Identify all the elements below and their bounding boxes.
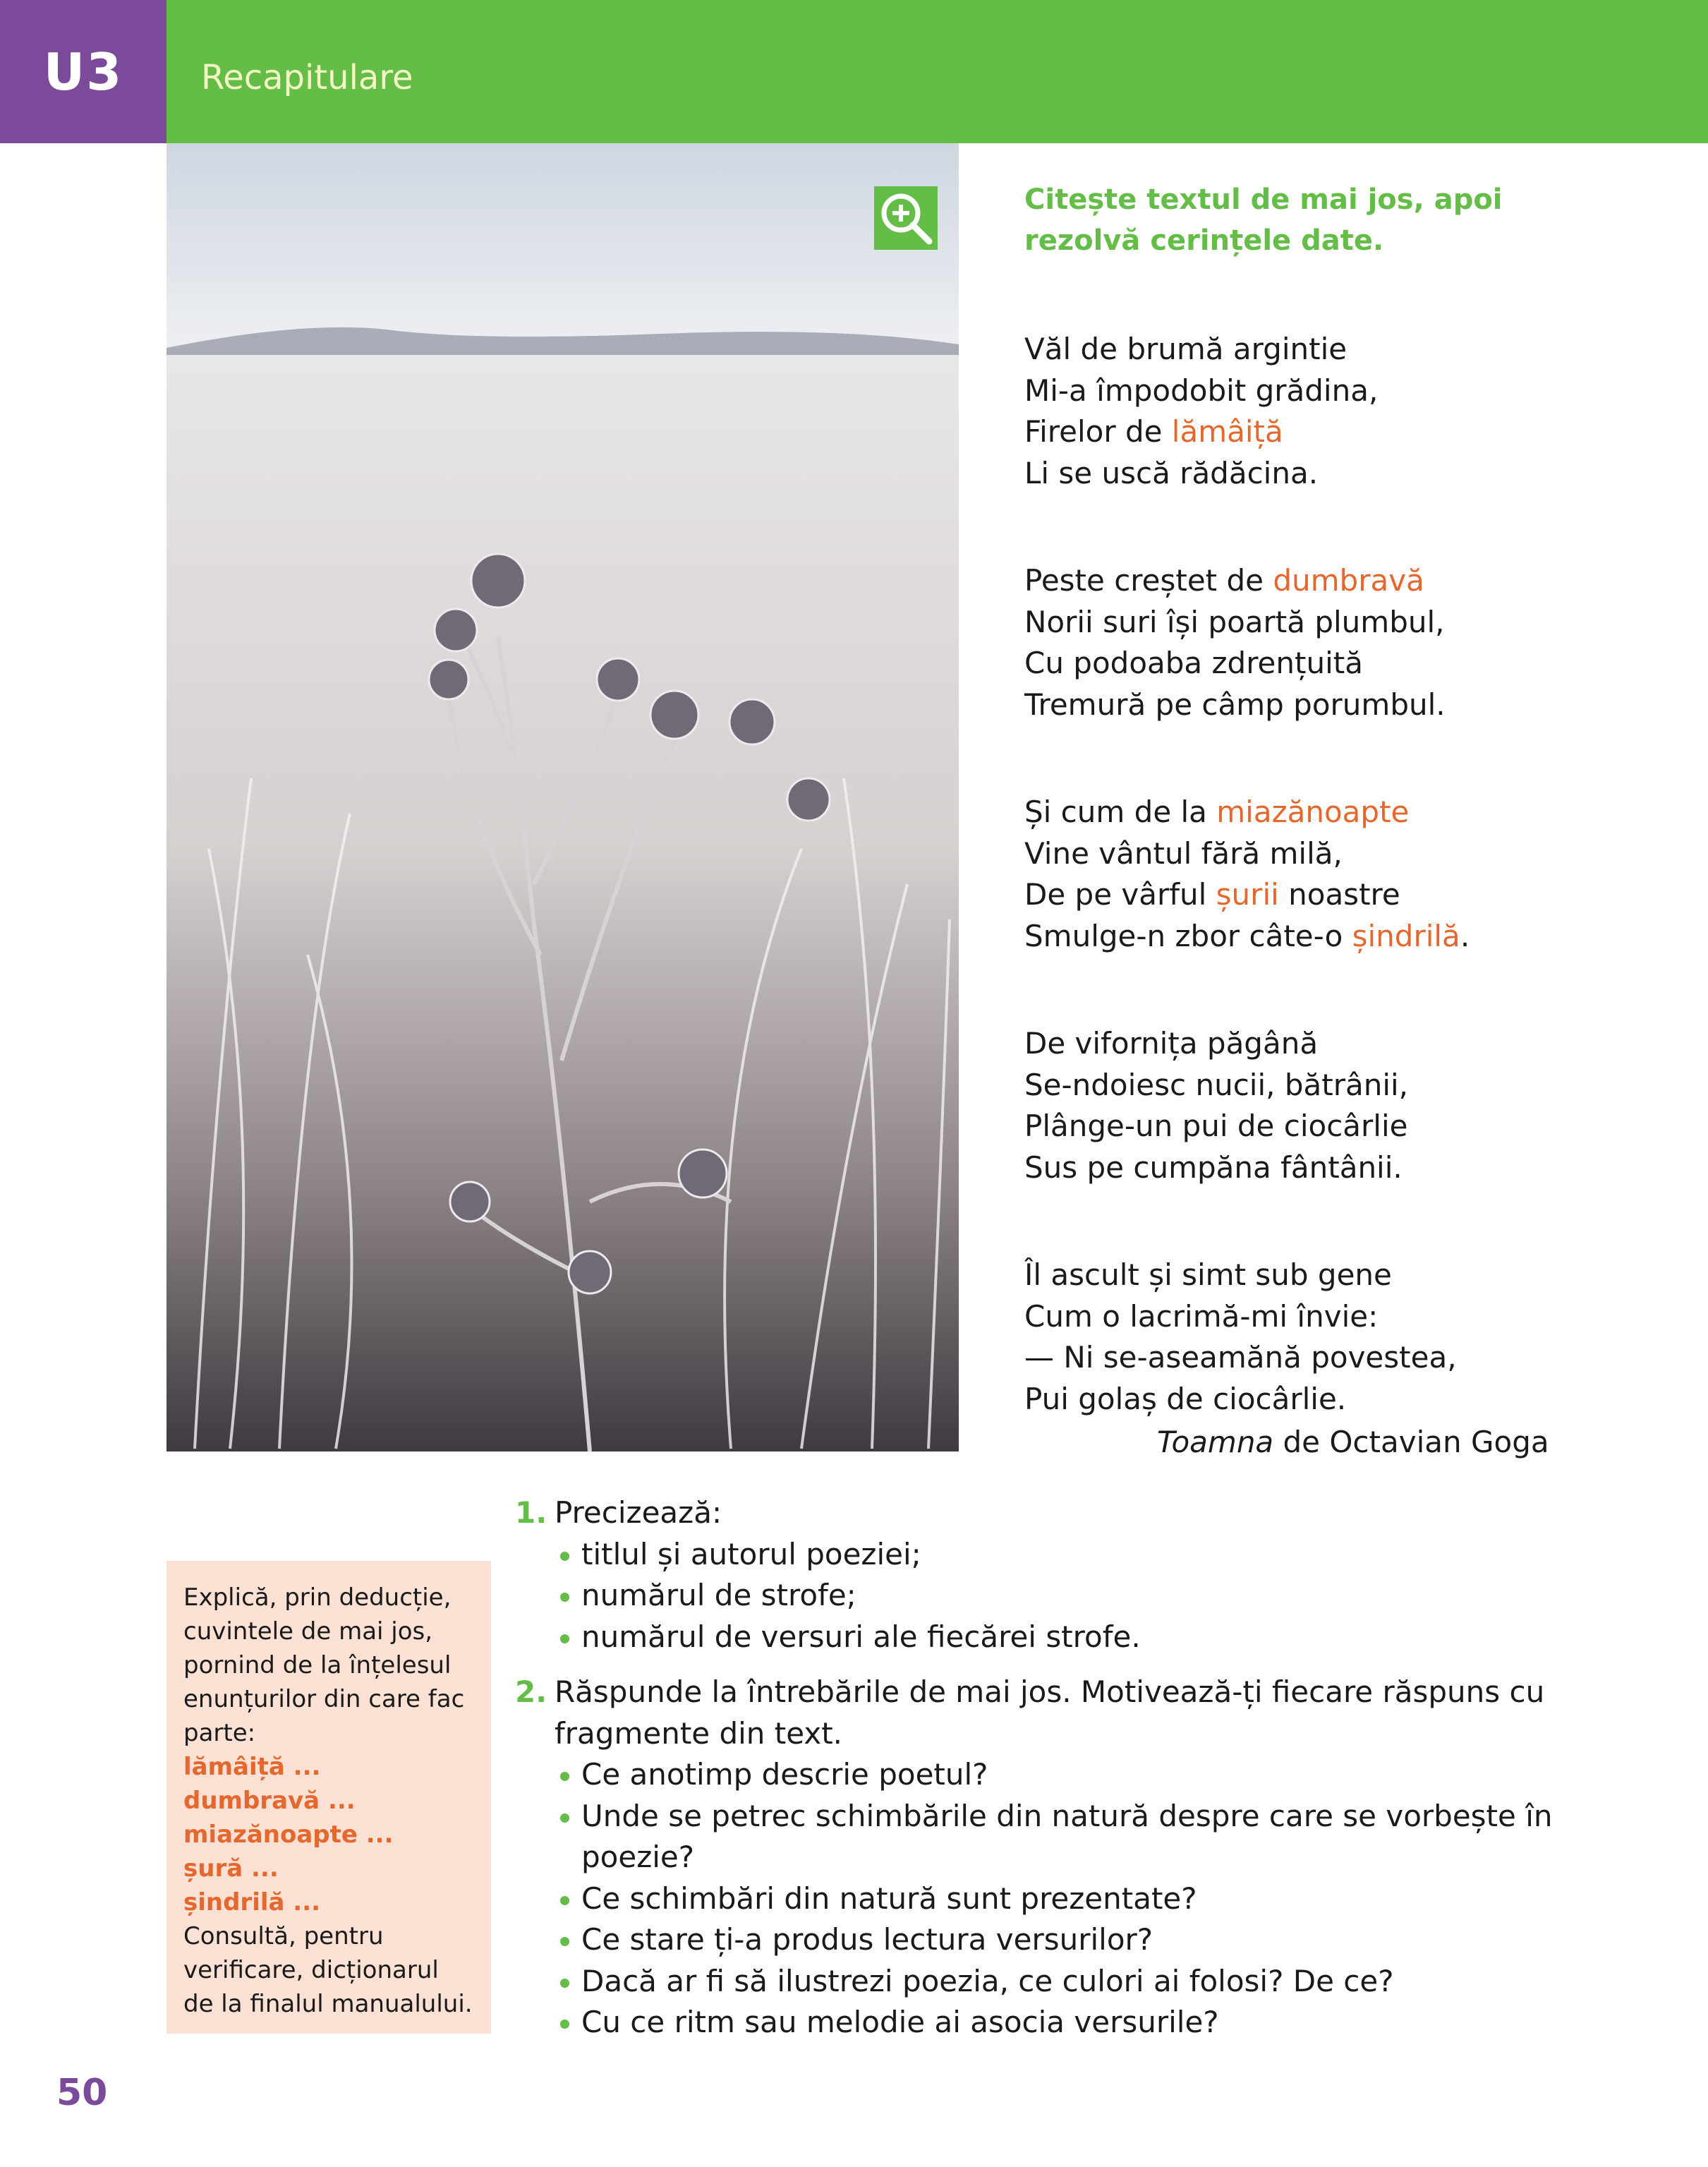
line-text: . (1460, 918, 1470, 953)
poem-line (1024, 370, 1645, 412)
line-text: Cu podoaba zdrențuită (1024, 646, 1363, 680)
vocabulary-word: dumbravă ... (183, 1787, 356, 1815)
poem-line (1024, 792, 1645, 833)
vocabulary-intro: Explică, prin deducție, cuvintele de mai jos, pornind de la înțelesul enunțurilor din care fac parte: (183, 1583, 465, 1747)
line-text: Cum o lacrimă-mi învie: (1024, 1298, 1379, 1334)
poem (1024, 329, 1645, 1486)
bullet-item: Ce anotimp descrie poetul? (555, 1754, 1573, 1796)
vocabulary-words (183, 1750, 473, 1919)
poem-line (1024, 453, 1645, 495)
poem-author: de Octavian Goga (1273, 1425, 1549, 1459)
frosted-thistle-photo (166, 143, 959, 1451)
poem-title: Toamna (1157, 1425, 1274, 1459)
line-text: Mi-a împodobit grădina, (1024, 373, 1379, 408)
exercise-prompt: Răspunde la întrebările de mai jos. Motivează-ți fiecare răspuns cu fragmente din text. (555, 1674, 1545, 1751)
exercise-bullets (555, 1754, 1573, 2044)
line-text: Pui golaș de ciocârlie. (1024, 1381, 1347, 1416)
vocabulary-word: miazănoapte ... (183, 1821, 394, 1849)
highlighted-word: lămâiță (1171, 414, 1283, 449)
bullet-item: numărul de versuri ale fiecărei strofe. (555, 1617, 1573, 1658)
vocabulary-word: șură ... (183, 1854, 279, 1883)
poem-line (1024, 916, 1645, 958)
stanza (1024, 1255, 1645, 1420)
bullet-item: Ce stare ți-a produs lectura versurilor? (555, 1919, 1573, 1961)
poem-line (1024, 684, 1645, 726)
exercise-2 (515, 1672, 1573, 2044)
line-text: noastre (1278, 877, 1400, 912)
poem-line (1024, 329, 1645, 370)
bullet-item: Cu ce ritm sau melodie ai asocia versurile? (555, 2002, 1573, 2044)
line-text: Norii suri își poartă plumbul, (1024, 604, 1445, 639)
poem-line (1024, 560, 1645, 602)
line-text: Tremură pe câmp porumbul. (1024, 687, 1446, 722)
poem-line (1024, 1147, 1645, 1189)
zoom-in-icon[interactable] (874, 186, 938, 250)
poem-line (1024, 833, 1645, 875)
section-title: Recapitulare (201, 58, 413, 97)
unit-label: U3 (43, 42, 123, 102)
poem-line (1024, 1296, 1645, 1338)
line-text: De pe vârful (1024, 877, 1216, 912)
bullet-item: numărul de strofe; (555, 1575, 1573, 1617)
vocabulary-outro: Consultă, pentru verificare, dicționarul de la finalul manualului. (183, 1922, 473, 2018)
poem-line (1024, 411, 1645, 453)
line-text: Li se uscă rădăcina. (1024, 455, 1319, 490)
vocabulary-box (166, 1561, 491, 2034)
reading-instruction: Citește textul de mai jos, apoi rezolvă cerințele date. (1024, 183, 1503, 257)
poem-attribution (1157, 1422, 1549, 1463)
stanza (1024, 792, 1645, 957)
vocabulary-word: șindrilă ... (183, 1888, 321, 1917)
page-number: 50 (56, 2072, 108, 2114)
exercise-number: 1. (515, 1495, 547, 1530)
line-text: Plânge-un pui de ciocârlie (1024, 1109, 1408, 1143)
line-text: — Ni se-aseamănă povestea, (1024, 1340, 1457, 1375)
poem-line (1024, 1065, 1645, 1106)
line-text: De vifornița păgână (1024, 1026, 1319, 1061)
poem-line (1024, 874, 1645, 916)
stanza (1024, 1023, 1645, 1188)
line-text: Firelor de (1024, 414, 1172, 449)
bullet-item: titlul și autorul poeziei; (555, 1534, 1573, 1576)
vocabulary-word: lămâiță ... (183, 1753, 321, 1781)
line-text: Sus pe cumpăna fântânii. (1024, 1149, 1403, 1185)
highlighted-word: miazănoapte (1216, 795, 1410, 829)
unit-badge (0, 0, 166, 143)
exercise-1 (515, 1492, 1573, 1658)
bullet-item: Unde se petrec schimbările din natură despre care se vorbește în poezie? (555, 1796, 1573, 1878)
highlighted-word: șindrilă (1352, 918, 1460, 953)
line-text: Smulge-n zbor câte-o (1024, 918, 1352, 953)
stanza (1024, 560, 1645, 725)
poem-line (1024, 1337, 1645, 1379)
exercise-list (515, 1492, 1573, 2058)
highlighted-word: șurii (1216, 877, 1279, 912)
exercise-bullets (555, 1534, 1573, 1658)
bullet-item: Ce schimbări din natură sunt prezentate? (555, 1878, 1573, 1920)
bullet-item: Dacă ar fi să ilustrezi poezia, ce culori ai folosi? De ce? (555, 1961, 1573, 2003)
poem-line (1024, 643, 1645, 684)
line-text: Îl ascult și simt sub gene (1024, 1257, 1392, 1292)
exercise-prompt: Precizează: (555, 1495, 722, 1530)
poem-line (1024, 1379, 1645, 1420)
poem-line (1024, 602, 1645, 644)
poem-line (1024, 1255, 1645, 1296)
line-text: Și cum de la (1024, 795, 1217, 829)
poem-line (1024, 1023, 1645, 1065)
stanza (1024, 329, 1645, 494)
line-text: Peste creștet de (1024, 563, 1273, 598)
line-text: Se-ndoiesc nucii, bătrânii, (1024, 1067, 1409, 1102)
line-text: Văl de brumă argintie (1024, 332, 1347, 366)
highlighted-word: dumbravă (1273, 563, 1424, 598)
exercise-number: 2. (515, 1674, 547, 1709)
line-text: Vine vântul fără milă, (1024, 835, 1343, 871)
poem-line (1024, 1106, 1645, 1147)
